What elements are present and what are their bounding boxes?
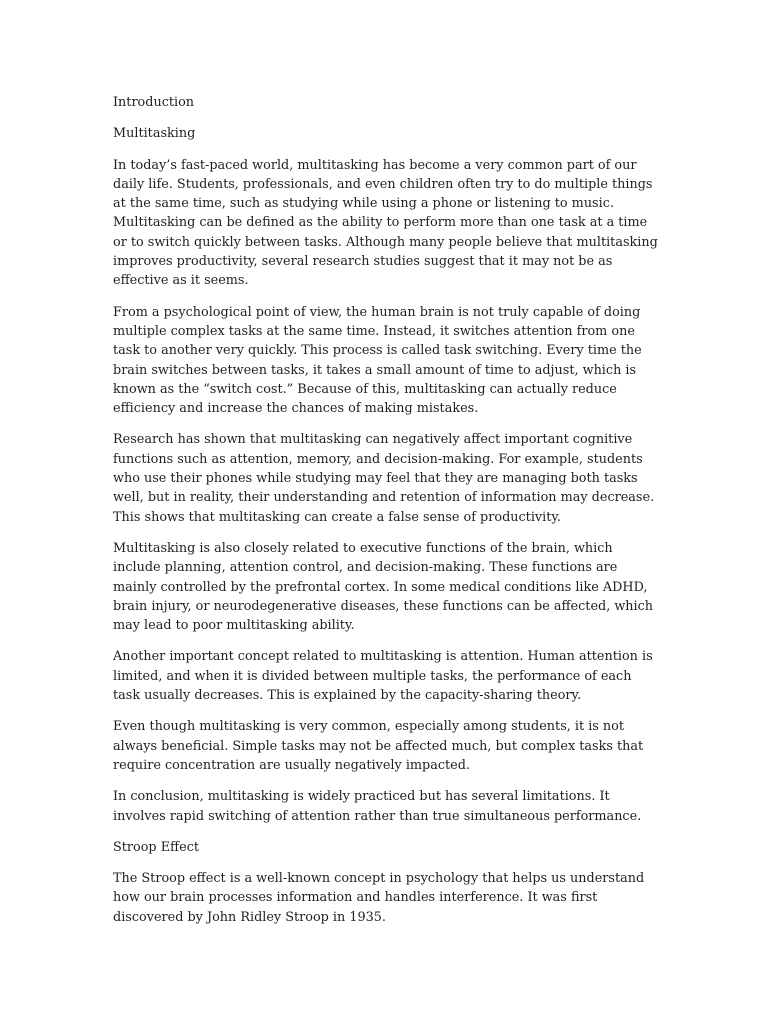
paragraph-multitasking-5: Another important concept related to multitasking is attention. Human attention is limited, and when it is divided between multiple tasks, the performance of each task usually decreases. This is explained by the capacity-sharing theory.	[113, 649, 653, 704]
heading-stroop-effect: Stroop Effect	[113, 839, 200, 855]
paragraph-multitasking-2: From a psychological point of view, the human brain is not truly capable of doing multiple complex tasks at the same time. Instead, it switches attention from one task to another very quickly. This process is called task switching. Every time the brain switches between tasks, it takes a small amount of time to adjust, which is known as the “switch cost.” Because of this, multitasking can actually reduce efficiency and increase the chances of making mistakes.	[113, 304, 642, 417]
paragraph-multitasking-7: In conclusion, multitasking is widely practiced but has several limitations. It involves rapid switching of attention rather than true simultaneous performance.	[113, 789, 642, 824]
paragraph-multitasking-4: Multitasking is also closely related to executive functions of the brain, which include planning, attention control, and decision-making. These functions are mainly controlled by the prefrontal cortex. In some medical conditions like ADHD, brain injury, or neurodegenerative diseases, these functions can be affected, which may lead to poor multitasking ability.	[113, 540, 654, 634]
paragraph-stroop-1: The Stroop effect is a well-known concept in psychology that helps us understand how our brain processes information and handles interference. It was first discovered by John Ridley Stroop in 1935.	[113, 871, 645, 925]
paragraph-multitasking-1: In today’s fast-paced world, multitasking has become a very common part of our daily life. Students, professionals, and even children often try to do multiple things at the same time, such as studying while using a phone or listening to music. Multitasking can be defined as the ability to perform more than one task at a time or to switch quickly between tasks. Although many people believe that multitasking improves productivity, several research studies suggest that it may not be as effective as it seems.	[113, 157, 658, 289]
paragraph-multitasking-6: Even though multitasking is very common, especially among students, it is not always beneficial. Simple tasks may not be affected much, but complex tasks that require concentration are usually negatively impacted.	[113, 719, 644, 773]
heading-multitasking: Multitasking	[113, 126, 196, 142]
paragraph-multitasking-3: Research has shown that multitasking can negatively affect important cognitive functions such as attention, memory, and decision-making. For example, students who use their phones while studying may feel that they are managing both tasks well, but in reality, their understanding and retention of information may decrease. This shows that multitasking can create a false sense of productivity.	[113, 432, 655, 525]
heading-introduction: Introduction	[113, 95, 195, 110]
